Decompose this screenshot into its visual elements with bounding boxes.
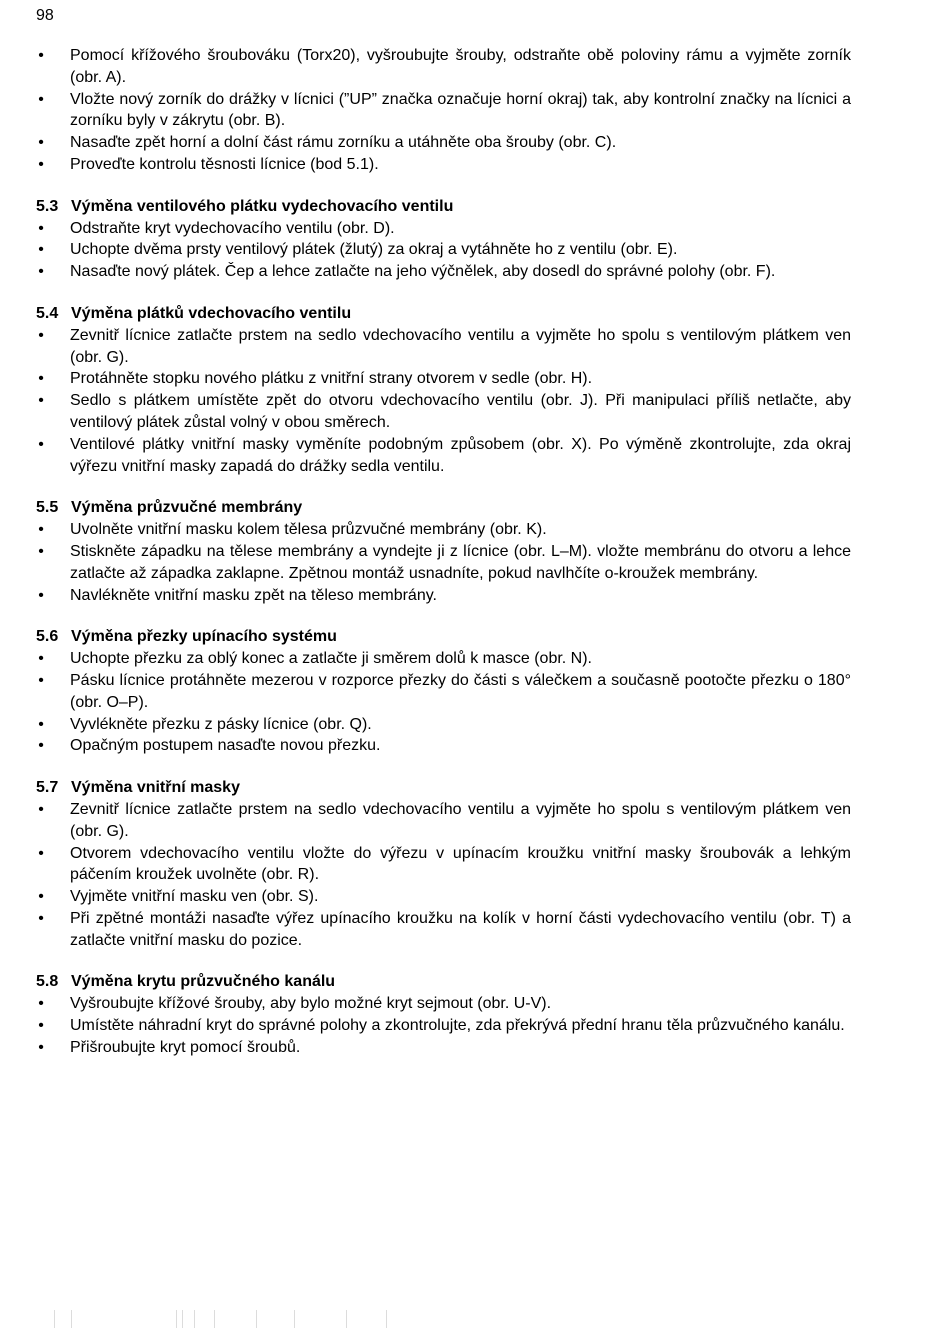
list-item bbox=[36, 541, 851, 585]
list-item bbox=[36, 368, 851, 390]
list-item bbox=[36, 585, 851, 607]
section-number: 5.8 bbox=[36, 973, 59, 991]
list-item-text: Vyšroubujte křížové šrouby, aby bylo možné kryt sejmout (obr. U-V). bbox=[70, 995, 552, 1013]
section-title: Výměna přezky upínacího systému bbox=[71, 628, 337, 646]
section-5-3 bbox=[36, 196, 851, 283]
list-item bbox=[36, 799, 851, 843]
bullet-icon: • bbox=[38, 521, 44, 539]
section-list bbox=[36, 993, 851, 1058]
list-item bbox=[36, 1015, 851, 1037]
section-list bbox=[36, 799, 851, 952]
list-item bbox=[36, 993, 851, 1015]
section-5-8 bbox=[36, 971, 851, 1058]
list-item bbox=[36, 154, 851, 176]
bullet-icon: • bbox=[38, 241, 44, 259]
list-item bbox=[36, 648, 851, 670]
list-item-text: Proveďte kontrolu těsnosti lícnice (bod 5.1). bbox=[70, 155, 379, 173]
section-list bbox=[36, 325, 851, 478]
document-body bbox=[36, 45, 851, 1059]
bullet-icon: • bbox=[38, 650, 44, 668]
list-item-text: Navlékněte vnitřní masku zpět na těleso membrány. bbox=[70, 586, 437, 604]
bullet-icon: • bbox=[38, 542, 44, 560]
list-item bbox=[36, 886, 851, 908]
bullet-icon: • bbox=[38, 844, 44, 862]
section-5-7 bbox=[36, 777, 851, 951]
list-item bbox=[36, 843, 851, 887]
list-item bbox=[36, 670, 851, 714]
bullet-icon: • bbox=[38, 800, 44, 818]
list-item bbox=[36, 434, 851, 478]
section-heading bbox=[36, 497, 851, 519]
list-item-text: Nasaďte zpět horní a dolní část rámu zorníku a utáhněte oba šrouby (obr. C). bbox=[70, 134, 617, 152]
section-number: 5.7 bbox=[36, 779, 59, 797]
section-title: Výměna krytu průzvučného kanálu bbox=[71, 973, 336, 991]
list-item-text: Vložte nový zorník do drážky v lícnici (”UP” značka označuje horní okraj) tak, aby kontrolní značky na lícnici a zorníku byly v zákrytu (obr. B). bbox=[70, 90, 851, 130]
list-item bbox=[36, 714, 851, 736]
list-item-text: Vyjměte vnitřní masku ven (obr. S). bbox=[70, 888, 319, 906]
section-heading bbox=[36, 777, 851, 799]
list-item-text: Nasaďte nový plátek. Čep a lehce zatlačte na jeho výčnělek, aby dosedl do správné polohy (obr. F). bbox=[70, 263, 776, 281]
list-item-text: Pomocí křížového šroubováku (Torx20), vyšroubujte šrouby, odstraňte obě poloviny rámu a vyjměte zorník (obr. A). bbox=[70, 47, 851, 86]
bullet-icon: • bbox=[38, 737, 44, 755]
bullet-icon: • bbox=[38, 134, 44, 152]
bullet-icon: • bbox=[38, 90, 44, 108]
bullet-icon: • bbox=[38, 47, 44, 64]
list-item bbox=[36, 519, 851, 541]
section-number: 5.3 bbox=[36, 197, 59, 215]
list-item-text: Vyvlékněte přezku z pásky lícnice (obr. Q). bbox=[70, 715, 372, 733]
bullet-icon: • bbox=[38, 219, 44, 237]
list-item bbox=[36, 218, 851, 240]
list-item-text: Uchopte přezku za oblý konec a zatlačte ji směrem dolů k masce (obr. N). bbox=[70, 650, 592, 668]
section-heading bbox=[36, 303, 851, 325]
bullet-icon: • bbox=[38, 671, 44, 689]
list-item bbox=[36, 390, 851, 434]
list-item-text: Pásku lícnice protáhněte mezerou v rozporce přezky do části s válečkem a současně pootočte přezku o 180° (obr. O–P). bbox=[70, 671, 851, 711]
list-item-text: Zevnitř lícnice zatlačte prstem na sedlo vdechovacího ventilu a vyjměte ho spolu s ventilovým plátkem ven (obr. G). bbox=[70, 800, 851, 840]
section-number: 5.4 bbox=[36, 304, 59, 322]
bullet-icon: • bbox=[38, 326, 44, 344]
section-title: Výměna průzvučné membrány bbox=[71, 499, 303, 517]
section-number: 5.6 bbox=[36, 628, 59, 646]
list-item bbox=[36, 735, 851, 757]
bullet-icon: • bbox=[38, 888, 44, 906]
list-item-text: Otvorem vdechovacího ventilu vložte do výřezu v upínacím kroužku vnitřní masky šroubovák a lehkým páčením kroužek uvolněte (obr. R). bbox=[70, 844, 851, 884]
bullet-icon: • bbox=[38, 435, 44, 453]
list-item-text: Umístěte náhradní kryt do správné polohy a zkontrolujte, zda překrývá přední hranu těla průzvučného kanálu. bbox=[70, 1017, 845, 1035]
list-item-text: Sedlo s plátkem umístěte zpět do otvoru vdechovacího ventilu (obr. J). Při manipulaci příliš netlačte, aby ventilový plátek zůstal volný v obou směrech. bbox=[70, 392, 851, 431]
list-item bbox=[36, 908, 851, 952]
list-item bbox=[36, 1037, 851, 1059]
bullet-icon: • bbox=[38, 715, 44, 733]
section-list bbox=[36, 648, 851, 757]
section-5-4 bbox=[36, 303, 851, 477]
list-item bbox=[36, 45, 851, 89]
list-item-text: Přišroubujte kryt pomocí šroubů. bbox=[70, 1038, 301, 1056]
list-item bbox=[36, 261, 851, 283]
bullet-icon: • bbox=[38, 909, 44, 927]
bullet-icon: • bbox=[38, 155, 44, 173]
list-item-text: Zevnitř lícnice zatlačte prstem na sedlo vdechovacího ventilu a vyjměte ho spolu s ventilovým plátkem ven (obr. G). bbox=[70, 326, 851, 366]
list-item-text: Protáhněte stopku nového plátku z vnitřní strany otvorem v sedle (obr. H). bbox=[70, 370, 593, 388]
bullet-icon: • bbox=[38, 1017, 44, 1035]
list-item-text: Při zpětné montáži nasaďte výřez upínacího kroužku na kolík v horní části vydechovacího ventilu (obr. T) a zatlačte vnitřní masku do pozice. bbox=[70, 909, 851, 949]
list-item-text: Uvolněte vnitřní masku kolem tělesa průzvučné membrány (obr. K). bbox=[70, 521, 547, 539]
section-number: 5.5 bbox=[36, 499, 59, 517]
bullet-icon: • bbox=[38, 586, 44, 604]
scan-artifact-marks bbox=[36, 1306, 456, 1332]
section-title: Výměna ventilového plátku vydechovacího ventilu bbox=[71, 197, 454, 215]
list-item-text: Uchopte dvěma prsty ventilový plátek (žlutý) za okraj a vytáhněte ho z ventilu (obr. E). bbox=[70, 241, 678, 259]
bullet-icon: • bbox=[38, 263, 44, 281]
section-title: Výměna vnitřní masky bbox=[71, 779, 240, 797]
list-item bbox=[36, 132, 851, 154]
section-5-5 bbox=[36, 497, 851, 606]
section-list bbox=[36, 519, 851, 606]
list-item bbox=[36, 89, 851, 133]
section-5-6 bbox=[36, 626, 851, 757]
bullet-icon: • bbox=[38, 1038, 44, 1056]
bullet-icon: • bbox=[38, 392, 44, 410]
section-heading bbox=[36, 626, 851, 648]
list-item bbox=[36, 325, 851, 369]
section-title: Výměna plátků vdechovacího ventilu bbox=[71, 304, 352, 322]
bullet-icon: • bbox=[38, 370, 44, 388]
section-list bbox=[36, 218, 851, 283]
intro-list bbox=[36, 45, 851, 176]
list-item-text: Odstraňte kryt vydechovacího ventilu (obr. D). bbox=[70, 219, 395, 237]
section-heading bbox=[36, 971, 851, 993]
list-item-text: Stiskněte západku na tělese membrány a vyndejte ji z lícnice (obr. L–M). vložte membránu do otvoru a lehce zatlačte až západka zaklapne. Zpětnou montáž usnadníte, pokud navlhčíte o-kroužek membrány. bbox=[70, 542, 851, 582]
list-item bbox=[36, 239, 851, 261]
section-heading bbox=[36, 196, 851, 218]
list-item-text: Ventilové plátky vnitřní masky vyměníte podobným způsobem (obr. X). Po výměně zkontrolujte, zda okraj výřezu vnitřní masky zapadá do drážky sedla ventilu. bbox=[70, 435, 851, 475]
page-number: 98 bbox=[36, 7, 54, 24]
bullet-icon: • bbox=[38, 995, 44, 1013]
list-item-text: Opačným postupem nasaďte novou přezku. bbox=[70, 737, 381, 755]
